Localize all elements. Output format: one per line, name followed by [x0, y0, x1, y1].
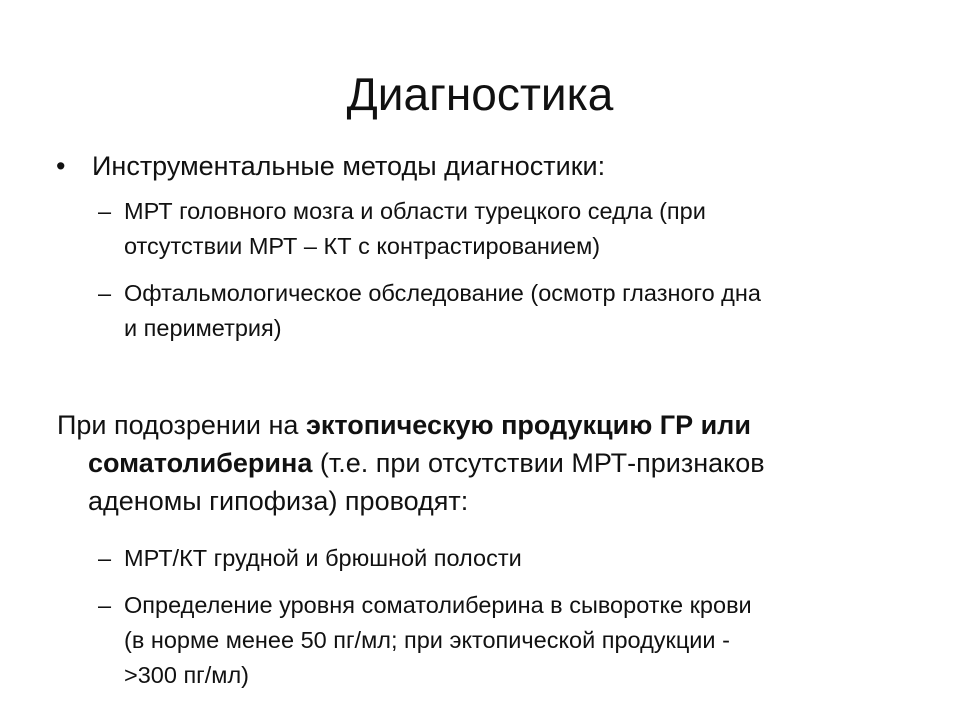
subitem-line: >300 пг/мл) — [124, 662, 249, 688]
paragraph-prefix: При подозрении на — [57, 410, 306, 440]
dash-marker: – — [98, 592, 112, 618]
dash-marker: – — [98, 280, 112, 306]
dash-marker: – — [98, 545, 112, 571]
ectopic-paragraph — [57, 406, 917, 520]
subitem-ophthalmology — [98, 276, 918, 346]
subitem-somatoliberin-level — [98, 588, 918, 693]
subitem-line: Определение уровня соматолиберина в сыворотке крови — [124, 592, 752, 618]
bullet-text: Инструментальные методы диагностики: — [92, 151, 606, 181]
slide-title: Диагностика — [346, 68, 614, 120]
subitem-line: отсутствии МРТ – КТ с контрастированием) — [124, 233, 601, 259]
subitem-mri-brain — [98, 194, 918, 264]
paragraph-line-3: аденомы гипофиза) проводят: — [88, 486, 469, 516]
subitem-chest-abdomen-ct — [98, 541, 918, 576]
paragraph-bold-1: эктопическую продукцию ГР или — [305, 410, 751, 440]
subitem-line: МРТ/КТ грудной и брюшной полости — [124, 545, 522, 571]
subitem-line: Офтальмологическое обследование (осмотр глазного дна — [124, 280, 761, 306]
paragraph-line-2 — [57, 444, 917, 482]
subitem-line: и периметрия) — [124, 315, 282, 341]
subitem-line: (в норме менее 50 пг/мл; при эктопической продукции - — [124, 627, 730, 653]
paragraph-line-1 — [57, 406, 917, 444]
bullet-marker: • — [56, 151, 66, 181]
dash-marker: – — [98, 198, 112, 224]
paragraph-rest-2: (т.е. при отсутствии МРТ-признаков — [312, 448, 765, 478]
paragraph-bold-2: соматолиберина — [88, 448, 313, 478]
subitem-line: МРТ головного мозга и области турецкого седла (при — [124, 198, 706, 224]
